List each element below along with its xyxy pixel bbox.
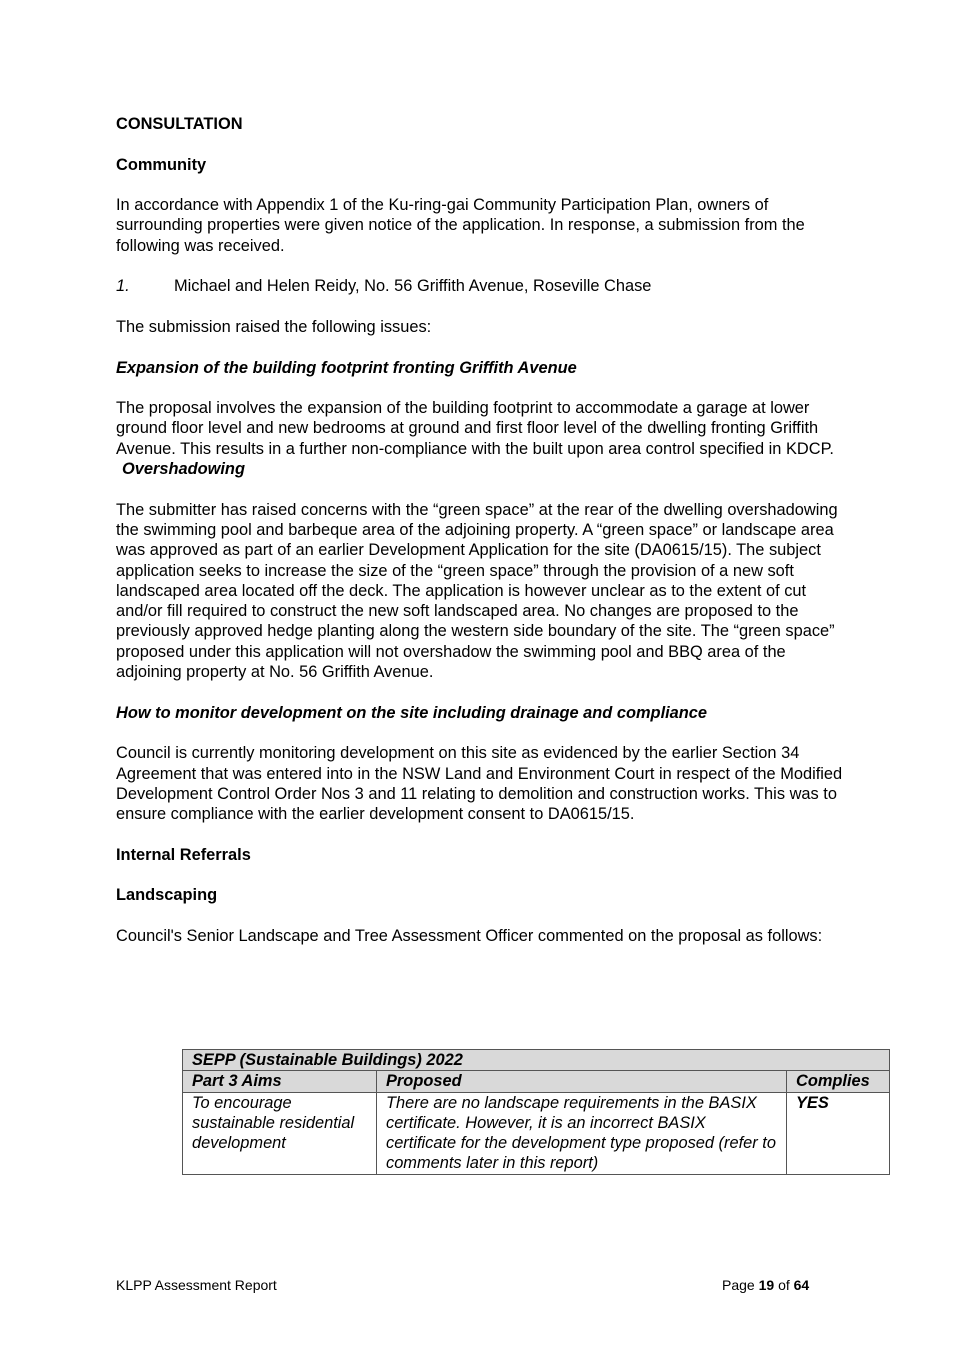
referrals-heading: Internal Referrals xyxy=(116,845,251,864)
header-part3-aims: Part 3 Aims xyxy=(183,1071,377,1092)
table-title: SEPP (Sustainable Buildings) 2022 xyxy=(183,1050,890,1071)
table-header-row xyxy=(183,1071,890,1092)
page-total: 64 xyxy=(793,1277,810,1293)
page-current: 19 xyxy=(758,1277,775,1293)
issues-intro: The submission raised the following issues: xyxy=(116,317,432,336)
report-body xyxy=(116,114,844,966)
sepp-table xyxy=(182,1049,890,1175)
submitter-name: Michael and Helen Reidy, No. 56 Griffith Avenue, Roseville Chase xyxy=(174,277,652,296)
landscaping-heading: Landscaping xyxy=(116,886,218,905)
overshadowing-text: The submitter has raised concerns with the “green space” at the rear of the dwelling overshadowing the swimming pool and barbeque area of the adjoining property. A “green space” or landscape area was approved as part of an earlier Development Application for the site (DA0615/15). The subject application seeks to increase the size of the “green space” through the provision of a new soft landscaped area located off the deck. The application is however unclear as to the extent of cut and/or fill required to construct the new soft landscaped area. No changes are proposed to the previously approved hedge planting along the western side boundary of the site. The “green space” proposed under this application will not overshadow the swimming pool and BBQ area of the adjoining property at No. 56 Griffith Avenue. xyxy=(116,500,838,682)
cell-complies: YES xyxy=(787,1092,890,1174)
footer-page-number xyxy=(722,1277,809,1293)
header-complies: Complies xyxy=(787,1071,890,1092)
expansion-text: The proposal involves the expansion of the building footprint to accommodate a garage at lower ground floor level and new bedrooms at ground and first floor level of the dwelling fronting Griffith Avenue. This results in a further non-compliance with the built upon area control specified in KDCP. xyxy=(116,399,834,458)
submitter-number: 1. xyxy=(116,277,130,296)
table-row xyxy=(183,1092,890,1174)
cell-proposed: There are no landscape requirements in the BASIX certificate. However, it is an incorrect BASIX certificate for the development type proposed (refer to comments later in this report) xyxy=(377,1092,787,1174)
overshadowing-heading: Overshadowing xyxy=(122,460,245,479)
monitor-text: Council is currently monitoring development on this site as evidenced by the earlier Section 34 Agreement that was entered into in the NSW Land and Environment Court in respect of the Modified Development Control Order Nos 3 and 11 relating to demolition and construction works. This was to ensure compliance with the earlier development consent to DA0615/15. xyxy=(116,744,843,824)
page-label: Page xyxy=(722,1277,755,1293)
submitter-item xyxy=(116,276,844,296)
header-proposed: Proposed xyxy=(377,1071,787,1092)
community-intro: In accordance with Appendix 1 of the Ku-ring-gai Community Participation Plan, owners of surrounding properties were given notice of the application. In response, a submission from the following was received. xyxy=(116,196,805,255)
of-label: of xyxy=(778,1277,790,1293)
cell-aim: To encourage sustainable residential development xyxy=(183,1092,377,1174)
table-title-row xyxy=(183,1050,890,1071)
section-heading: CONSULTATION xyxy=(116,115,243,133)
landscaping-text: Council's Senior Landscape and Tree Assessment Officer commented on the proposal as follows: xyxy=(116,926,823,945)
monitor-heading: How to monitor development on the site including drainage and compliance xyxy=(116,703,708,722)
community-heading: Community xyxy=(116,155,207,174)
footer-report-name: KLPP Assessment Report xyxy=(116,1277,277,1293)
expansion-heading: Expansion of the building footprint fronting Griffith Avenue xyxy=(116,358,577,377)
